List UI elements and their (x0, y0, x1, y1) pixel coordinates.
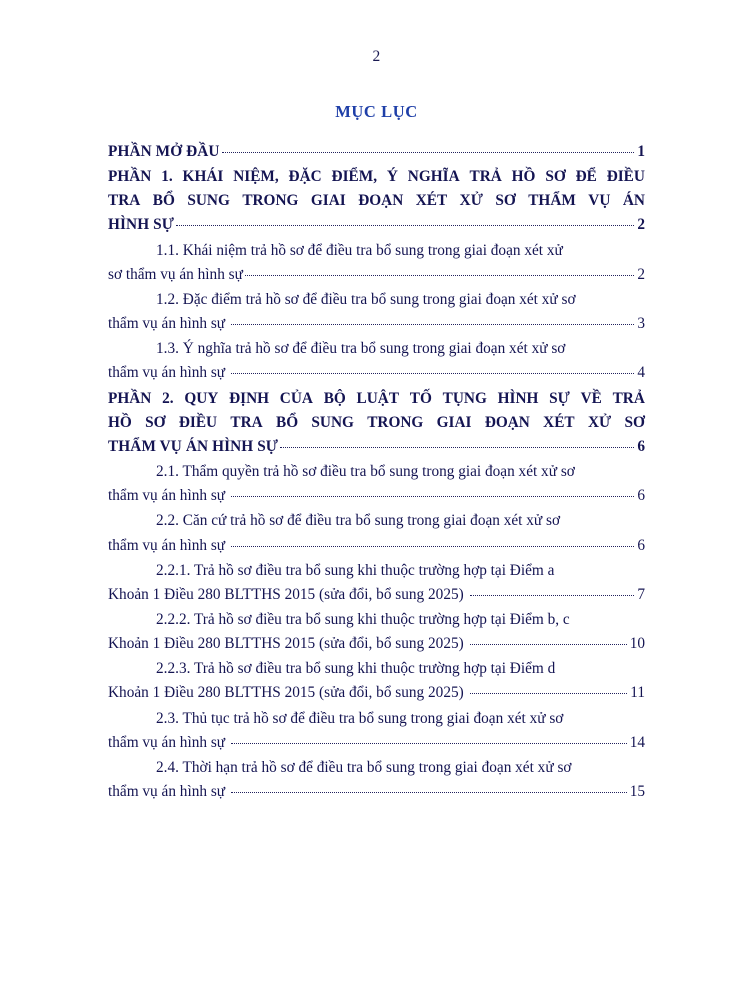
toc-entry-text: Khoản 1 Điều 280 BLTTHS 2015 (sửa đổi, bổ sung 2025) (108, 635, 468, 653)
toc-entry-text: thẩm vụ án hình sự (108, 733, 229, 751)
toc-entry[interactable] (108, 140, 645, 164)
toc-page-number: 15 (629, 783, 645, 801)
toc-entry-line (108, 657, 645, 681)
toc-entry-line (108, 484, 645, 508)
toc-entry-line (108, 681, 645, 705)
toc-entry-text: PHẦN 2. QUY ĐỊNH CỦA BỘ LUẬT TỐ TỤNG HÌNH SỰ VỀ TRẢ (108, 389, 645, 407)
toc-entry-text: HÌNH SỰ (108, 216, 175, 234)
toc-dot-leader (231, 792, 627, 793)
toc-entry-text: PHẦN MỞ ĐẦU (108, 143, 220, 160)
toc-entry-text: 1.2. Đặc điểm trả hồ sơ để điều tra bổ sung trong giai đoạn xét xử sơ (156, 290, 576, 308)
toc-entry-line (108, 756, 645, 780)
toc-page-number: 2 (637, 216, 645, 234)
toc-entry[interactable] (108, 707, 645, 755)
toc-entry[interactable] (108, 460, 645, 508)
toc-entry-line (108, 165, 645, 189)
toc-entry-text: thẩm vụ án hình sự (108, 364, 229, 382)
toc-page-number: 10 (629, 635, 645, 653)
toc-entry[interactable] (108, 657, 645, 705)
toc-entry-text: Khoản 1 Điều 280 BLTTHS 2015 (sửa đổi, bổ sung 2025) (108, 585, 468, 603)
toc-page-number: 11 (630, 684, 645, 702)
toc-entry-line (108, 189, 645, 213)
toc-entry[interactable] (108, 509, 645, 557)
toc-page-number: 2 (637, 265, 645, 283)
toc-entry-line (108, 263, 645, 287)
toc-page-number: 4 (637, 364, 645, 382)
toc-entry-line (108, 534, 645, 558)
toc-entry-text: THẨM VỤ ÁN HÌNH SỰ (108, 437, 279, 455)
toc-page-number: 1 (637, 143, 645, 160)
toc-entry-text: 2.3. Thủ tục trả hồ sơ để điều tra bổ sung trong giai đoạn xét xử sơ (156, 709, 564, 727)
page-number: 2 (372, 48, 381, 65)
toc-entry-text: 2.2.1. Trả hồ sơ điều tra bổ sung khi thuộc trường hợp tại Điểm a (156, 561, 555, 579)
toc-heading: MỤC LỤC (335, 102, 418, 121)
toc-dot-leader (176, 225, 634, 226)
toc-dot-leader (231, 324, 634, 325)
toc-entry-line (108, 509, 645, 533)
toc-entry-line (108, 411, 645, 435)
toc-dot-leader (231, 373, 634, 374)
toc-dot-leader (280, 447, 634, 448)
toc-dot-leader (222, 152, 635, 153)
toc-entry-line (108, 213, 645, 237)
toc-dot-leader (231, 496, 634, 497)
toc-entry-text: thẩm vụ án hình sự (108, 487, 229, 505)
toc-entry-text: 2.4. Thời hạn trả hồ sơ để điều tra bổ sung trong giai đoạn xét xử sơ (156, 758, 572, 776)
toc-entry-text: Khoản 1 Điều 280 BLTTHS 2015 (sửa đổi, bổ sung 2025) (108, 684, 468, 702)
toc-entry-text: 2.2.2. Trả hồ sơ điều tra bổ sung khi thuộc trường hợp tại Điểm b, c (156, 610, 570, 628)
toc-dot-leader (470, 693, 628, 694)
toc-entry-text: 2.2.3. Trả hồ sơ điều tra bổ sung khi thuộc trường hợp tại Điểm d (156, 660, 556, 678)
toc-page-number: 3 (637, 315, 645, 333)
toc-entry[interactable] (108, 239, 645, 287)
toc-page-number: 7 (637, 585, 645, 603)
toc-entry[interactable] (108, 288, 645, 336)
toc-entry-text: PHẦN 1. KHÁI NIỆM, ĐẶC ĐIỂM, Ý NGHĨA TRẢ HỒ SƠ ĐỂ ĐIỀU (108, 168, 645, 186)
toc-entry-line (108, 731, 645, 755)
toc-entry-line (108, 583, 645, 607)
table-of-contents (108, 140, 645, 804)
toc-dot-leader (231, 546, 634, 547)
toc-entry-line (108, 780, 645, 804)
toc-entry-line (108, 608, 645, 632)
toc-entry[interactable] (108, 756, 645, 804)
toc-entry-text: 1.3. Ý nghĩa trả hồ sơ để điều tra bổ sung trong giai đoạn xét xử sơ (156, 340, 566, 358)
toc-entry[interactable] (108, 387, 645, 459)
toc-dot-leader (470, 644, 627, 645)
toc-entry-line (108, 387, 645, 411)
toc-entry[interactable] (108, 608, 645, 656)
toc-dot-leader (470, 595, 635, 596)
toc-entry-line (108, 361, 645, 385)
toc-entry[interactable] (108, 165, 645, 237)
toc-entry-line (108, 460, 645, 484)
toc-entry-text: thẩm vụ án hình sự (108, 315, 229, 333)
toc-dot-leader (231, 743, 627, 744)
toc-page-number: 6 (637, 536, 645, 554)
toc-entry-text: TRA BỔ SUNG TRONG GIAI ĐOẠN XÉT XỬ SƠ THẨM VỤ ÁN (108, 192, 645, 210)
toc-entry-text: thẩm vụ án hình sự (108, 536, 229, 554)
toc-dot-leader (245, 275, 634, 276)
toc-page-number: 6 (637, 437, 645, 455)
toc-entry-text: 1.1. Khái niệm trả hồ sơ để điều tra bổ sung trong giai đoạn xét xử (156, 241, 563, 259)
toc-entry-line (108, 239, 645, 263)
toc-entry-line (108, 707, 645, 731)
toc-entry-text: 2.1. Thẩm quyền trả hồ sơ điều tra bổ sung trong giai đoạn xét xử sơ (156, 463, 575, 481)
toc-entry-line (108, 559, 645, 583)
toc-page-number: 6 (637, 487, 645, 505)
toc-page-number: 14 (629, 733, 645, 751)
toc-entry-line (108, 288, 645, 312)
toc-entry-line (108, 337, 645, 361)
toc-entry-text: 2.2. Căn cứ trả hồ sơ để điều tra bổ sung trong giai đoạn xét xử sơ (156, 512, 561, 530)
toc-entry-line (108, 435, 645, 459)
toc-entry-line (108, 632, 645, 656)
toc-entry-line (108, 312, 645, 336)
toc-entry-line (108, 140, 645, 164)
toc-entry-text: sơ thẩm vụ án hình sự (108, 265, 243, 283)
toc-entry[interactable] (108, 337, 645, 385)
toc-entry-text: thẩm vụ án hình sự (108, 783, 229, 801)
toc-entry[interactable] (108, 559, 645, 607)
toc-entry-text: HỒ SƠ ĐIỀU TRA BỔ SUNG TRONG GIAI ĐOẠN XÉT XỬ SƠ (108, 413, 645, 431)
